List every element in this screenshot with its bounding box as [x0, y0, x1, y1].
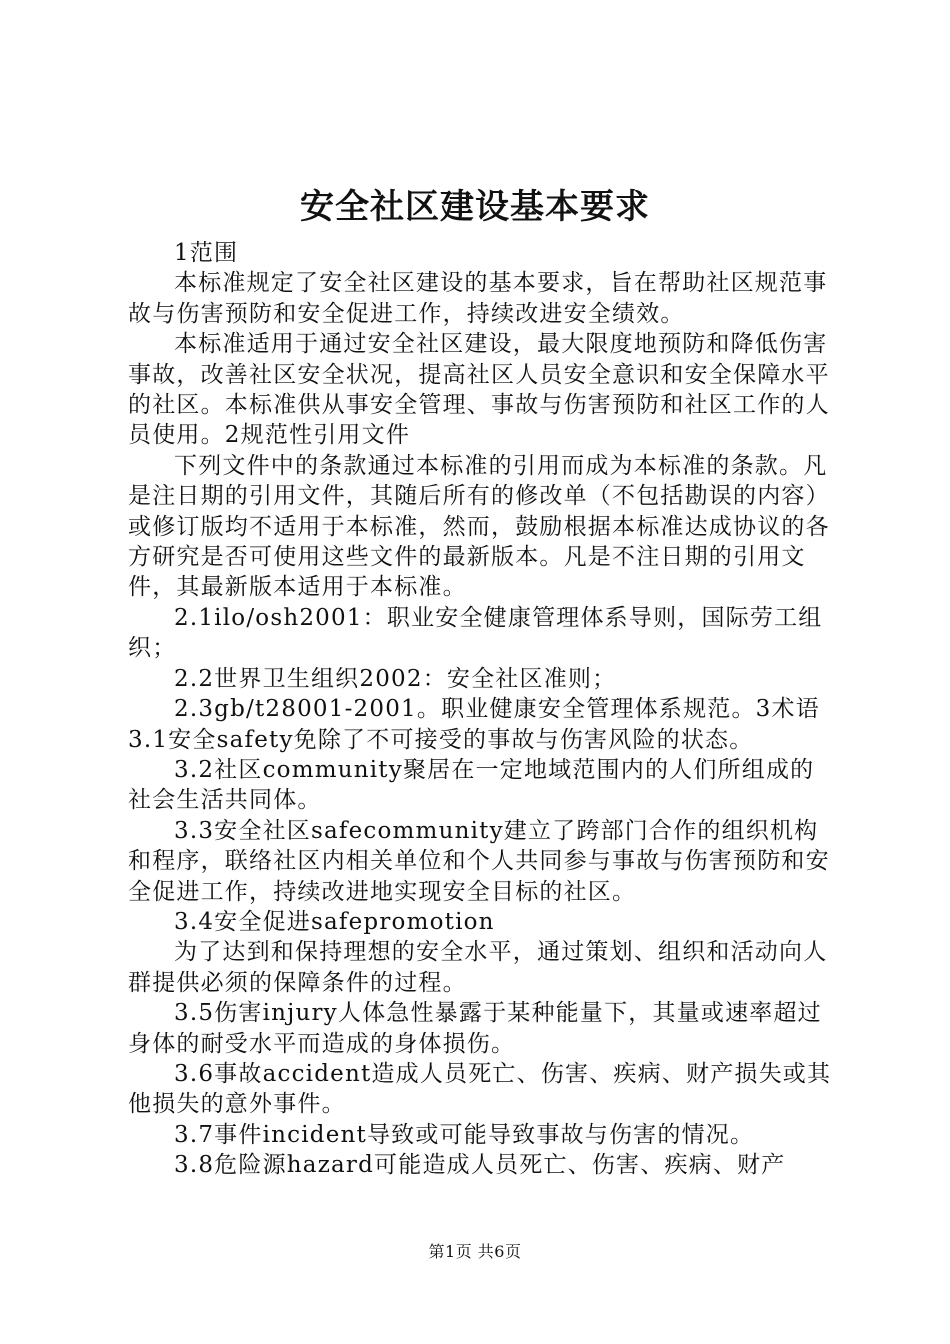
paragraph: 3.6事故accident造成人员死亡、伤害、疾病、财产损失或其他损失的意外事件。 [128, 1060, 832, 1118]
paragraph: 3.3安全社区safecommunity建立了跨部门合作的组织机构和程序，联络社区内相关单位和个人共同参与事故与伤害预防和安全促进工作，持续改进地实现安全目标的社区。 [128, 817, 830, 905]
paragraph: 2.1ilo/osh2001：职业安全健康管理体系导则，国际劳工组织； [128, 604, 823, 662]
paragraph: 为了达到和保持理想的安全水平，通过策划、组织和活动向人群提供必须的保障条件的过程。 [128, 939, 828, 996]
paragraph: 3.5伤害injury人体急性暴露于某种能量下，其量或速率超过身体的耐受水平而造成的身体损伤。 [128, 1000, 822, 1057]
paragraph: 2.2世界卫生组织2002：安全社区准则； [174, 665, 617, 692]
paragraph: 3.8危险源hazard可能造成人员死亡、伤害、疾病、财产 [174, 1152, 786, 1179]
paragraph: 1范围 [174, 240, 239, 266]
paragraph: 本标准规定了安全社区建设的基本要求，旨在帮助社区规范事故与伤害预防和安全促进工作，持续改进安全绩效。 [128, 270, 828, 327]
paragraph: 本标准适用于通过安全社区建设，最大限度地预防和降低伤害事故，改善社区安全状况，提高社区人员安全意识和安全保障水平的社区。本标准供从事安全管理、事故与伤害预防和社区工作的人员使用。2规范性引用文件 [128, 331, 830, 449]
document-title: 安全社区建设基本要求 [300, 187, 650, 227]
document-body [128, 238, 838, 1181]
page-footer: 第1页 共6页 [428, 1242, 522, 1261]
paragraph: 3.2社区community聚居在一定地域范围内的人们所组成的社会生活共同体。 [128, 756, 815, 814]
paragraph: 3.7事件incident导致或可能导致事故与伤害的情况。 [174, 1121, 755, 1148]
paragraph: 3.4安全促进safepromotion [174, 908, 495, 935]
paragraph: 下列文件中的条款通过本标准的引用而成为本标准的条款。凡是注日期的引用文件，其随后所有的修改单（不包括勘误的内容）或修订版均不适用于本标准，然而，鼓励根据本标准达成协议的各方研究是否可使用这些文件的最新版本。凡是不注日期的引用文件，其最新版本适用于本标准。 [128, 452, 830, 601]
paragraph: 2.3gb/t28001-2001。职业健康安全管理体系规范。3术语3.1安全safety免除了不可接受的事故与伤害风险的状态。 [128, 696, 820, 753]
